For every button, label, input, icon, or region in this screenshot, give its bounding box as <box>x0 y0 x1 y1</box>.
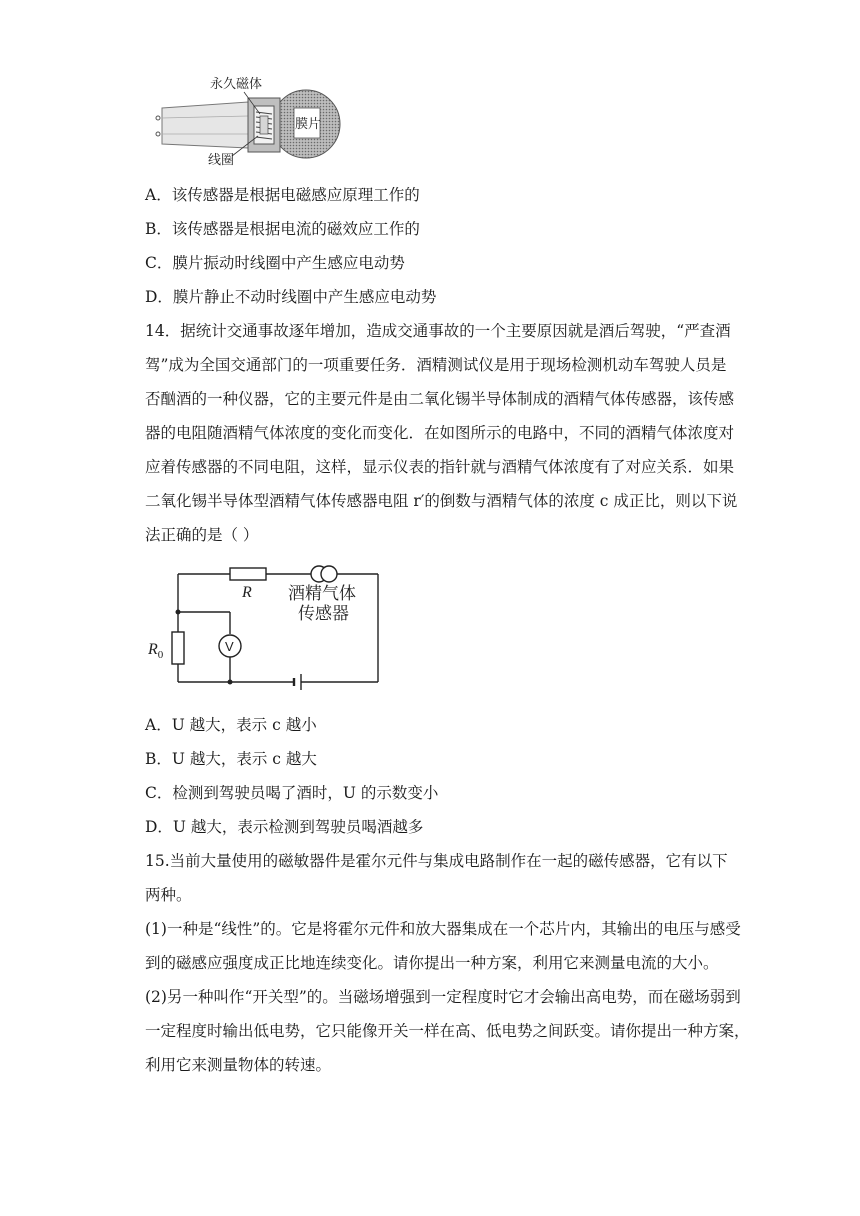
q14-text-line: 法正确的是（ ） <box>145 526 259 544</box>
alcohol-sensor-circuit <box>148 562 388 692</box>
q14-text-line: 驾”成为全国交通部门的一项重要任务．酒精测试仪是用于现场检测机动车驾驶人员是 <box>145 356 727 374</box>
q14-text-line: 否酗酒的一种仪器，它的主要元件是由二氧化锡半导体制成的酒精气体传感器，该传感 <box>145 390 735 408</box>
label-sensor-line1: 酒精气体 <box>288 584 356 604</box>
q14-option-a: A．U 越大，表示 c 越小 <box>145 716 317 734</box>
label-resistor-r0: $R_0$ <box>148 641 164 661</box>
q15-text-line: 两种。 <box>145 886 192 904</box>
q14-text-line: 应着传感器的不同电阻，这样，显示仪表的指针就与酒精气体浓度有了对应关系．如果 <box>145 458 735 476</box>
q14-text-line: 器的电阻随酒精气体浓度的变化而变化．在如图所示的电路中，不同的酒精气体浓度对 <box>145 424 735 442</box>
label-resistor-r: R <box>242 584 252 601</box>
q15-text-line: 到的磁感应强度成正比地连续变化。请你提出一种方案，利用它来测量电流的大小。 <box>145 954 719 972</box>
q13-option-d: D．膜片静止不动时线圈中产生感应电动势 <box>145 288 437 306</box>
q15-text-line: 一定程度时输出低电势，它只能像开关一样在高、低电势之间跃变。请你提出一种方案， <box>145 1022 750 1040</box>
label-coil: 线圈 <box>208 153 235 168</box>
q15-text-line: (1)一种是“线性”的。它是将霍尔元件和放大器集成在一个芯片内，其输出的电压与感受 <box>145 920 741 938</box>
voltmeter-symbol: V <box>225 639 234 654</box>
q13-option-c: C．膜片振动时线圈中产生感应电动势 <box>145 254 405 272</box>
q14-option-c: C．检测到驾驶员喝了酒时，U 的示数变小 <box>145 784 439 802</box>
q15-text-line: 利用它来测量物体的转速。 <box>145 1056 332 1074</box>
q14-text-line: 二氧化锡半导体型酒精气体传感器电阻 r′的倒数与酒精气体的浓度 c 成正比，则以下说 <box>145 492 738 510</box>
microphone-sensor-figure <box>148 72 348 172</box>
q14-option-d: D．U 越大，表示检测到驾驶员喝酒越多 <box>145 818 424 836</box>
q13-option-a: A．该传感器是根据电磁感应原理工作的 <box>145 186 420 204</box>
label-diaphragm: 膜片 <box>295 117 322 132</box>
q13-option-b: B．该传感器是根据电流的磁效应工作的 <box>145 220 420 238</box>
label-sensor-line2: 传感器 <box>298 604 349 624</box>
q14-text-line: 14．据统计交通事故逐年增加，造成交通事故的一个主要原因就是酒后驾驶，“严查酒 <box>145 322 731 340</box>
q14-option-b: B．U 越大，表示 c 越大 <box>145 750 317 768</box>
q15-text-line: (2)另一种叫作“开关型”的。当磁场增强到一定程度时它才会输出高电势，而在磁场弱到 <box>145 988 741 1006</box>
q15-text-line: 15.当前大量使用的磁敏器件是霍尔元件与集成电路制作在一起的磁传感器，它有以下 <box>145 852 728 870</box>
label-permanent-magnet: 永久磁体 <box>210 77 263 92</box>
